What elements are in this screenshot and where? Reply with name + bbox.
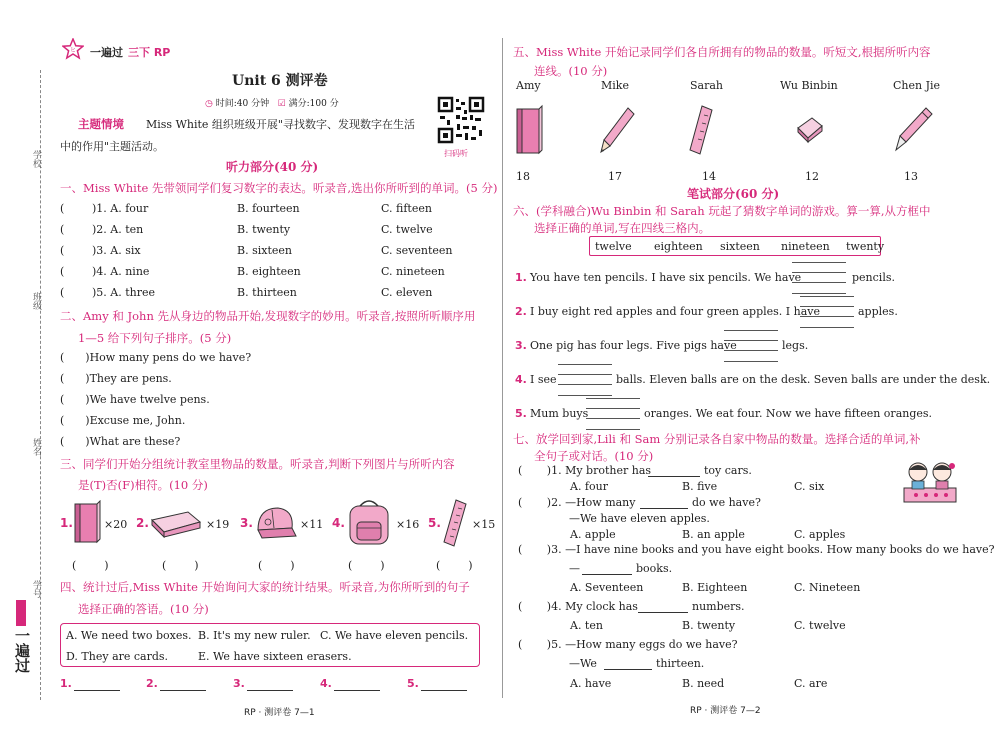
- s6-q5-num: 5.: [515, 407, 527, 420]
- list-item: (: [60, 202, 65, 215]
- list-item: ( )How many pens do we have?: [60, 351, 252, 364]
- four-line-blank[interactable]: [792, 262, 846, 294]
- answer-blank[interactable]: [247, 690, 293, 691]
- answer-paren[interactable]: ( ): [258, 559, 295, 572]
- check-icon: ☑: [277, 99, 286, 109]
- section-1-title: 一、Miss White 先带领同学们复习数字的表达。听录音,选出你所听到的单词。(5 分): [60, 181, 498, 195]
- answer-blank[interactable]: [160, 690, 206, 691]
- list-item: ( )5. —How many eggs do we have?: [518, 638, 738, 651]
- kids-illustration-icon: [898, 458, 962, 506]
- section-5-title-2: 连线。(10 分): [534, 64, 608, 78]
- answer-blank[interactable]: [604, 669, 652, 670]
- list-item: ( )They are pens.: [60, 372, 172, 385]
- s7-q4-tail: numbers.: [692, 600, 745, 613]
- s7-q5-a: A. have: [570, 677, 612, 690]
- s7-q3-c: C. Nineteen: [794, 581, 861, 594]
- ruler-icon: [442, 498, 470, 548]
- answer-blank[interactable]: [640, 508, 688, 509]
- s3-item-5-count: ×15: [472, 518, 496, 531]
- answer-blank[interactable]: [334, 690, 380, 691]
- four-line-blank[interactable]: [724, 330, 778, 362]
- s4-blank-5-num: 5.: [407, 677, 419, 690]
- word-bank-item: twelve: [595, 240, 632, 253]
- s1-q5-c: C. eleven: [381, 286, 433, 299]
- s7-q4-b: B. twenty: [682, 619, 736, 632]
- s7-q5-line2: —We: [569, 657, 597, 670]
- list-item: ( )Excuse me, John.: [60, 414, 186, 427]
- s3-item-1-num: 1.: [60, 516, 73, 530]
- s7-q1-c: C. six: [794, 480, 825, 493]
- time-info: ◷ 时间:40 分钟 ☑ 满分:100 分: [205, 99, 339, 109]
- answer-blank[interactable]: [648, 476, 700, 477]
- section-4-title-2: 选择正确的答语。(10 分): [78, 602, 209, 616]
- list-item: ( )1. My brother has: [518, 464, 652, 477]
- page-footer-left: RP · 测评卷 7—1: [244, 708, 315, 718]
- school-bag-icon: [344, 496, 394, 548]
- s6-q4-num: 4.: [515, 373, 527, 386]
- option-e: E. We have sixteen erasers.: [198, 650, 352, 663]
- s6-q1-post: pencils.: [852, 271, 895, 284]
- four-line-blank[interactable]: [586, 398, 640, 430]
- s6-q1-num: 1.: [515, 271, 527, 284]
- answer-blank[interactable]: [421, 690, 467, 691]
- s5-num-18: 18: [516, 170, 530, 183]
- side-name-label: 姓名: [31, 438, 41, 456]
- s7-q3-tail: books.: [636, 562, 673, 575]
- s1-q1-b: B. fourteen: [237, 202, 300, 215]
- s1-q2: )2. A. ten: [92, 223, 144, 236]
- s7-q2-b: B. an apple: [682, 528, 745, 541]
- s7-q4-c: C. twelve: [794, 619, 846, 632]
- qr-label: 扫码听: [444, 149, 468, 158]
- s7-q5-tail: thirteen.: [656, 657, 705, 670]
- section-7-title-2: 全句子或对话。(10 分): [534, 449, 654, 463]
- written-heading: 笔试部分(60 分): [687, 187, 780, 201]
- list-item: ( )3. —I have nine books and you have eight books. How many books do we have?: [518, 543, 995, 556]
- s7-q3-a: A. Seventeen: [570, 581, 644, 594]
- s3-item-2-count: ×19: [206, 518, 230, 531]
- s4-blank-4-num: 4.: [320, 677, 332, 690]
- book-icon: [72, 500, 102, 546]
- s6-q5-post: oranges. We eat four. Now we have fifteen oranges.: [644, 407, 933, 420]
- s5-num-14: 14: [702, 170, 716, 183]
- s5-name-mike: Mike: [601, 79, 629, 92]
- list-item: ( )4. My clock has: [518, 600, 638, 613]
- s6-q4-post: balls. Eleven balls are on the desk. Seven balls are under the desk.: [616, 373, 991, 386]
- s5-num-13: 13: [904, 170, 918, 183]
- s4-blank-2-num: 2.: [146, 677, 158, 690]
- s1-q1-c: C. fifteen: [381, 202, 432, 215]
- section-2-title-2: 1—5 给下列句子排序。(5 分): [78, 331, 232, 345]
- answer-blank[interactable]: [74, 690, 120, 691]
- s6-q3-text: One pig has four legs. Five pigs have: [530, 339, 737, 352]
- s7-q2-c: C. apples: [794, 528, 846, 541]
- option-a: A. We need two boxes.: [66, 629, 192, 642]
- theme-label: 主题情境: [78, 117, 124, 131]
- page-divider: [502, 38, 503, 698]
- section-2-title-1: 二、Amy 和 John 先从身边的物品开始,发现数字的妙用。听录音,按照所听顺序用: [60, 309, 476, 323]
- s7-q4-a: A. ten: [570, 619, 603, 632]
- s6-q2-text: I buy eight red apples and four green apples. I have: [530, 305, 820, 318]
- cap-icon: [252, 502, 298, 542]
- s7-q3-b: B. Eighteen: [682, 581, 748, 594]
- s3-item-2-num: 2.: [136, 516, 149, 530]
- s1-q3: )3. A. six: [92, 244, 141, 257]
- section-6-title-2: 选择正确的单词,写在四线三格内。: [534, 221, 711, 235]
- list-item: (: [60, 265, 65, 278]
- listening-heading: 听力部分(40 分): [226, 160, 319, 174]
- s3-item-4-count: ×16: [396, 518, 420, 531]
- s7-q1-b: B. five: [682, 480, 718, 493]
- s6-q3-num: 3.: [515, 339, 527, 352]
- word-bank-item: sixteen: [720, 240, 760, 253]
- section-3-title-1: 三、同学们开始分组统计教室里物品的数量。听录音,判断下列图片与所听内容: [60, 457, 455, 471]
- side-class-label: 班级: [31, 292, 41, 310]
- list-item: ( )We have twelve pens.: [60, 393, 210, 406]
- word-bank-item: nineteen: [781, 240, 830, 253]
- pen-icon: [892, 106, 936, 154]
- s7-q2-a: A. apple: [570, 528, 616, 541]
- s1-q5: )5. A. three: [92, 286, 156, 299]
- s7-q1-tail: toy cars.: [704, 464, 752, 477]
- s1-q4-b: B. eighteen: [237, 265, 301, 278]
- s1-q2-b: B. twenty: [237, 223, 291, 236]
- section-5-title-1: 五、Miss White 开始记录同学们各自所拥有的物品的数量。听短文,根据所听内容: [513, 45, 931, 59]
- four-line-blank[interactable]: [800, 296, 854, 328]
- section-6-title-1: 六、(学科融合)Wu Binbin 和 Sarah 玩起了猜数字单词的游戏。算一算,从方框中: [513, 204, 931, 218]
- word-bank-item: twenty: [846, 240, 885, 253]
- pencil-box-icon: [148, 508, 204, 538]
- side-school-label: 学校: [31, 150, 41, 168]
- s5-num-17: 17: [608, 170, 622, 183]
- star-logo-icon: [62, 38, 84, 60]
- s1-q2-c: C. twelve: [381, 223, 433, 236]
- s6-q4-text: I see: [530, 373, 557, 386]
- page-footer-right: RP · 测评卷 7—2: [690, 706, 761, 716]
- s5-name-sarah: Sarah: [690, 79, 723, 92]
- s6-q2-num: 2.: [515, 305, 527, 318]
- s5-name-wu-binbin: Wu Binbin: [780, 79, 838, 92]
- s5-num-12: 12: [805, 170, 819, 183]
- section-4-title-1: 四、统计过后,Miss White 开始询问大家的统计结果。听录音,为你所听到的句子: [60, 580, 470, 594]
- s3-item-4-num: 4.: [332, 516, 345, 530]
- option-c: C. We have eleven pencils.: [320, 629, 469, 642]
- theme-text-2: 中的作用"主题活动。: [60, 140, 165, 153]
- theme-text-1: Miss White 组织班级开展"寻找数字、发现数字在生活: [146, 118, 415, 131]
- answer-paren[interactable]: ( ): [72, 559, 109, 572]
- side-brand: 一遍过: [13, 628, 31, 673]
- word-bank-item: eighteen: [654, 240, 703, 253]
- answer-paren[interactable]: ( ): [348, 559, 385, 572]
- s1-q1: )1. A. four: [92, 202, 149, 215]
- brand-name: 一遍过: [90, 46, 123, 59]
- s6-q5-text: Mum buys: [530, 407, 589, 420]
- s7-q3-dash: —: [569, 562, 580, 575]
- eraser-icon: [794, 114, 826, 144]
- s1-q3-b: B. sixteen: [237, 244, 292, 257]
- s3-item-3-num: 3.: [240, 516, 253, 530]
- s6-q2-post: apples.: [858, 305, 898, 318]
- binding-margin: [0, 0, 48, 735]
- side-id-label: 学号: [31, 580, 41, 598]
- s1-q4: )4. A. nine: [92, 265, 150, 278]
- list-item: (: [60, 286, 65, 299]
- clock-icon: ◷: [205, 99, 213, 109]
- s4-blank-3-num: 3.: [233, 677, 245, 690]
- s3-item-5-num: 5.: [428, 516, 441, 530]
- list-item: ( )2. —How many: [518, 496, 636, 509]
- s3-item-3-count: ×11: [300, 518, 324, 531]
- ruler-icon: [688, 104, 718, 156]
- pencil-icon: [598, 106, 638, 156]
- s6-q3-post: legs.: [782, 339, 809, 352]
- list-item: (: [60, 244, 65, 257]
- answer-paren[interactable]: ( ): [436, 559, 473, 572]
- qr-code-icon[interactable]: [437, 96, 485, 144]
- s1-q5-b: B. thirteen: [237, 286, 297, 299]
- s6-q1-text: You have ten pencils. I have six pencils. We have: [530, 271, 802, 284]
- four-line-blank[interactable]: [558, 364, 612, 396]
- s7-q5-c: C. are: [794, 677, 828, 690]
- list-item: ( )What are these?: [60, 435, 181, 448]
- book-icon: [514, 104, 544, 156]
- answer-blank[interactable]: [638, 612, 688, 613]
- list-item: (: [60, 223, 65, 236]
- answer-paren[interactable]: ( ): [162, 559, 199, 572]
- section-7-title-1: 七、放学回到家,Lili 和 Sam 分别记录各自家中物品的数量。选择合适的单词,补: [513, 432, 921, 446]
- s7-q1-a: A. four: [570, 480, 608, 493]
- s1-q3-c: C. seventeen: [381, 244, 453, 257]
- svg-text:ヒ: ヒ: [69, 47, 77, 54]
- s4-blank-1-num: 1.: [60, 677, 72, 690]
- s5-name-amy: Amy: [516, 79, 541, 92]
- answer-blank[interactable]: [582, 574, 632, 575]
- s7-q2-tail: do we have?: [692, 496, 761, 509]
- s7-q5-b: B. need: [682, 677, 725, 690]
- s1-q4-c: C. nineteen: [381, 265, 445, 278]
- grade-label: 三下 RP: [128, 46, 171, 59]
- option-d: D. They are cards.: [66, 650, 169, 663]
- side-brand-tab: [16, 600, 26, 626]
- page-title: Unit 6 测评卷: [232, 73, 328, 89]
- section-3-title-2: 是(T)否(F)相符。(10 分): [78, 478, 208, 492]
- option-b: B. It's my new ruler.: [198, 629, 311, 642]
- s3-item-1-count: ×20: [104, 518, 128, 531]
- s7-q2-line2: —We have eleven apples.: [569, 512, 710, 525]
- s5-name-chen-jie: Chen Jie: [893, 79, 941, 92]
